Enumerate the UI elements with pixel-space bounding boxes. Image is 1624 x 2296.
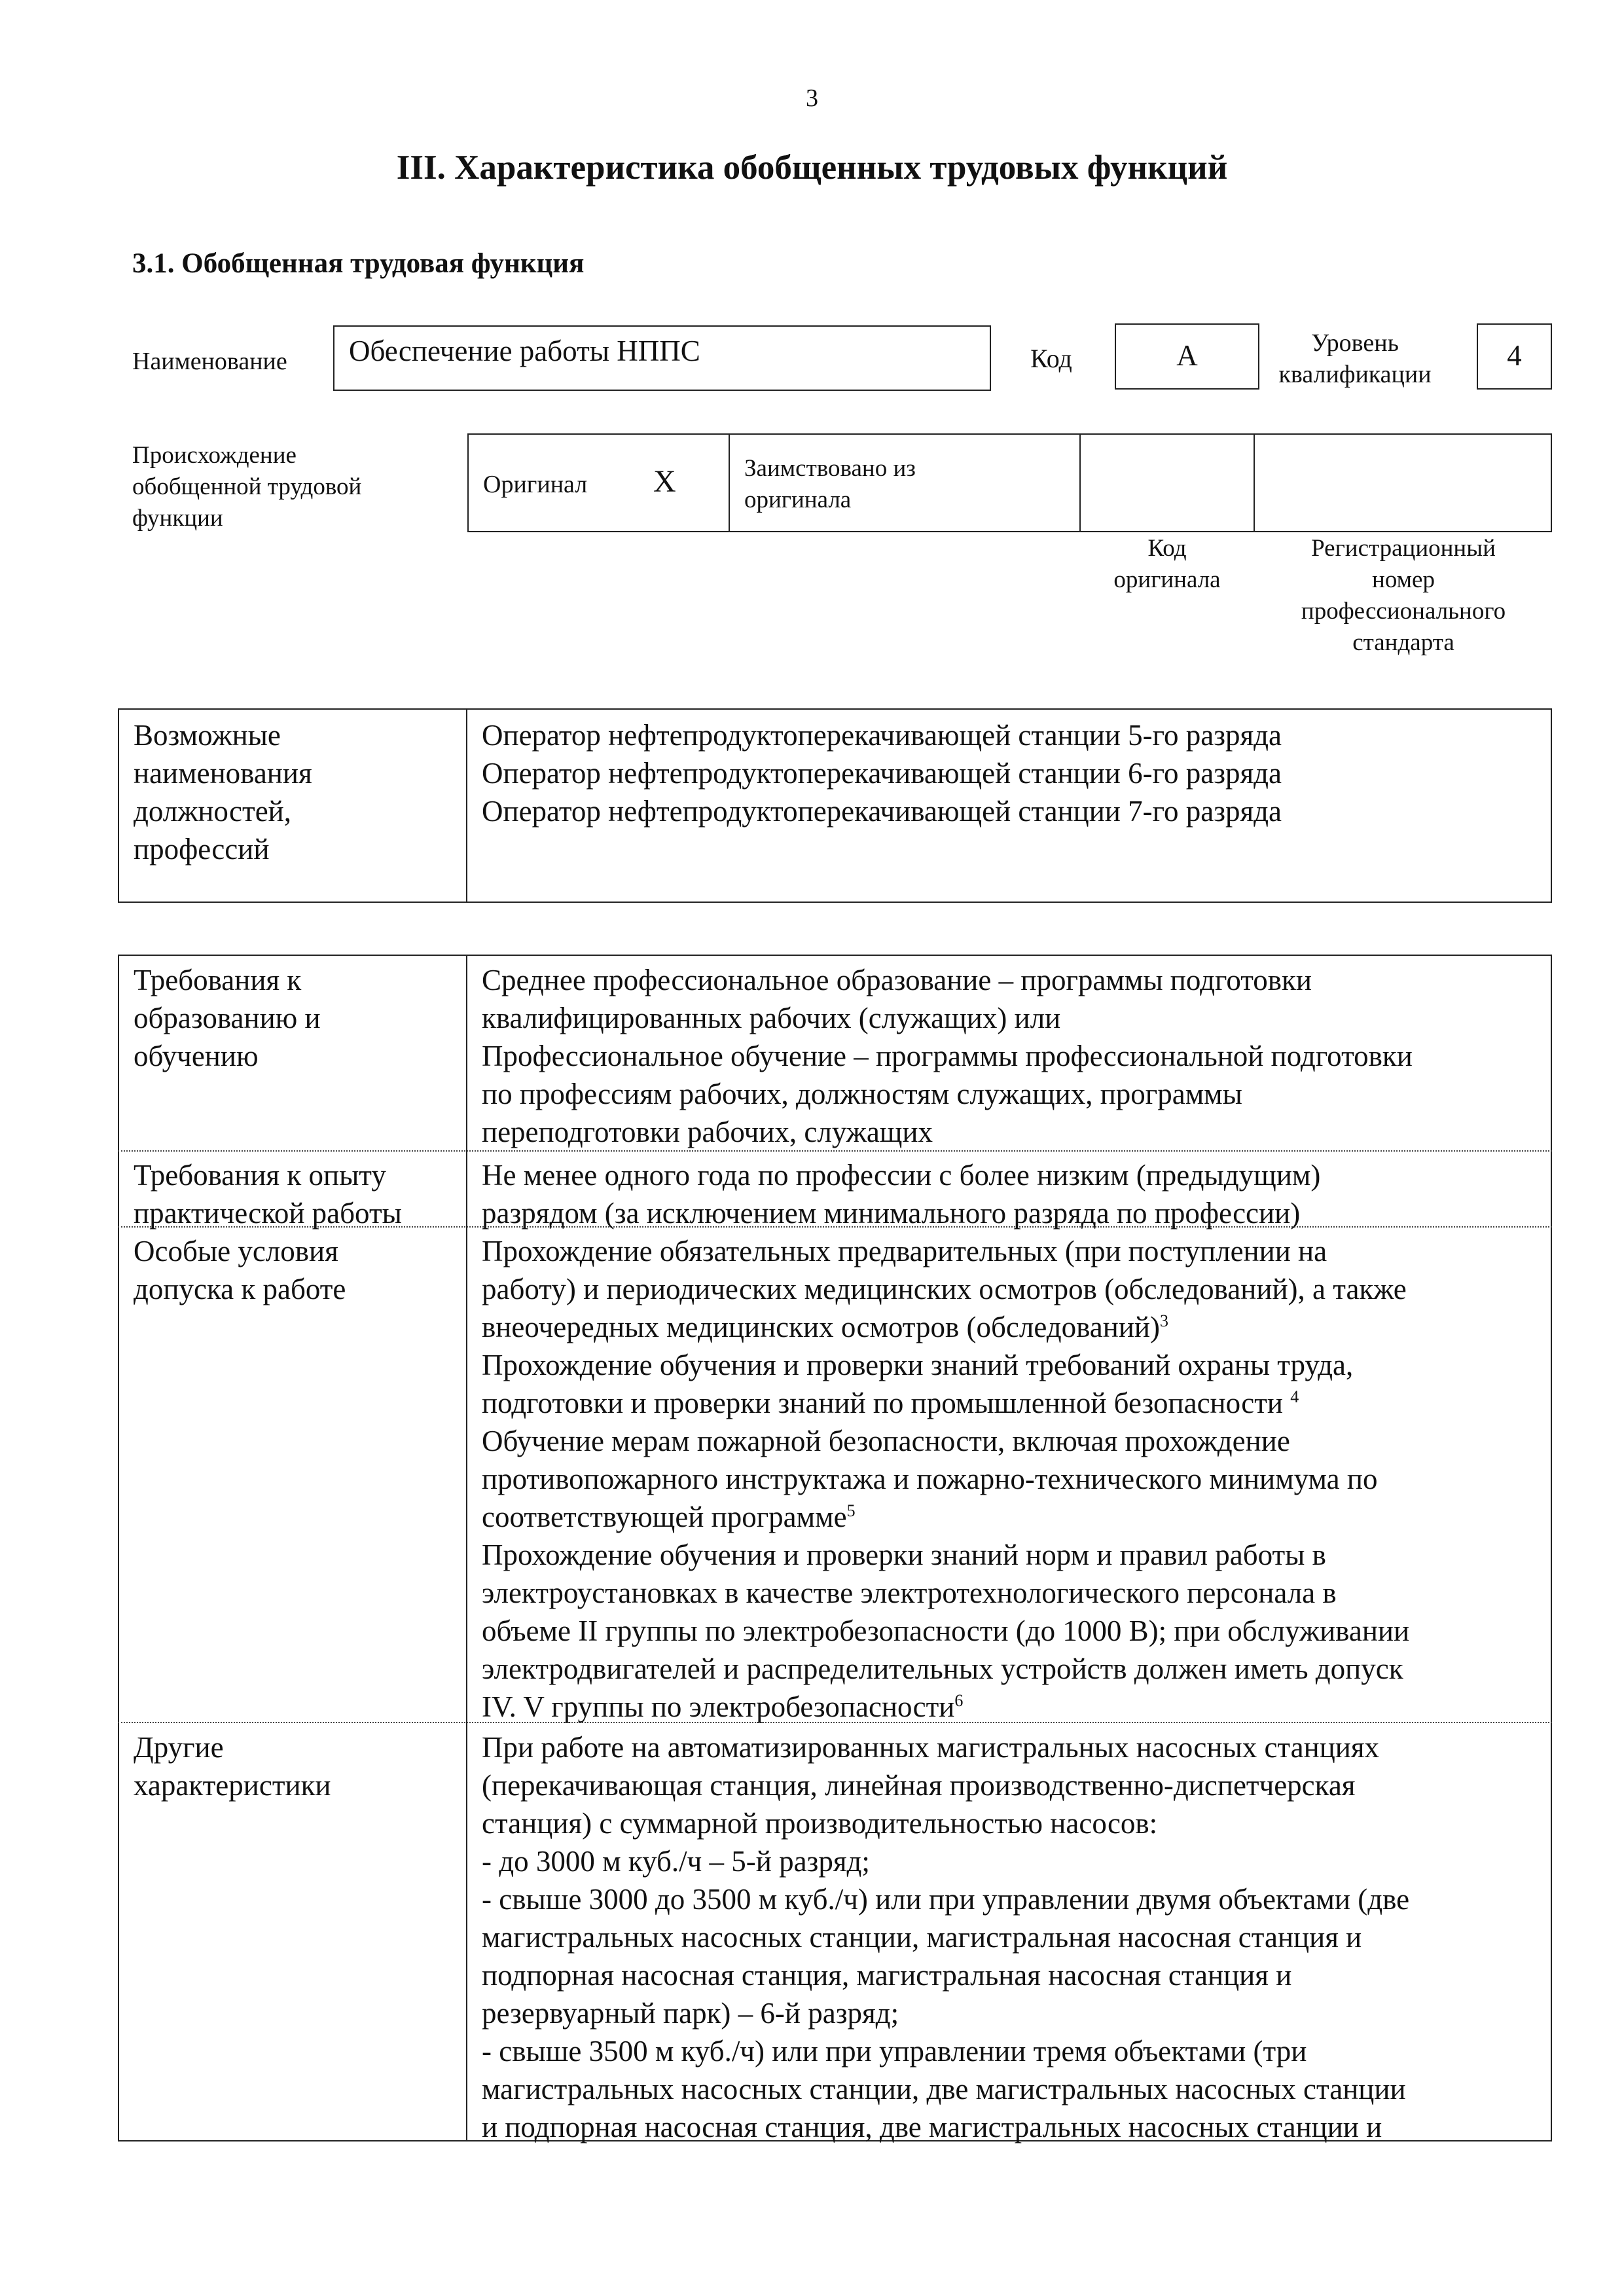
reg-number-caption <box>1255 533 1552 659</box>
positions-label <box>119 712 466 872</box>
footnote-ref: 6 <box>954 1691 964 1710</box>
positions-label-line: должностей, <box>134 795 291 828</box>
special-label <box>119 1228 466 1312</box>
text-line: Прохождение обязательных предварительных (при поступлении на <box>482 1235 1327 1267</box>
positions-list <box>467 712 1551 834</box>
origin-table <box>467 433 1552 532</box>
text-line: Прохождение обучения и проверки знаний требований охраны труда, <box>482 1349 1354 1381</box>
origin-label <box>132 440 361 534</box>
borrowed-label <box>744 453 916 516</box>
footnote-ref: 4 <box>1290 1387 1299 1406</box>
text-line: При работе на автоматизированных магистральных насосных станциях <box>482 1731 1380 1764</box>
caption-line: оригинала <box>1113 566 1221 593</box>
caption-line: стандарта <box>1352 629 1454 656</box>
label-line: обучению <box>134 1040 259 1072</box>
positions-label-line: профессий <box>134 833 270 866</box>
label-line: Требования к опыту <box>134 1159 386 1192</box>
text-line: магистральных насосных станции, две магистральных насосных станции <box>482 2073 1406 2105</box>
text-line: работу) и периодических медицинских осмотров (обследований), а также <box>482 1273 1407 1305</box>
level-label-line-1: Уровень <box>1311 329 1399 357</box>
text-line: станция) с суммарной производительностью насосов: <box>482 1807 1158 1840</box>
label-line: допуска к работе <box>134 1273 346 1305</box>
name-label: Наименование <box>132 348 287 375</box>
education-label <box>119 957 466 1079</box>
position-item: Оператор нефтепродуктоперекачивающей станции 7-го разряда <box>482 795 1282 828</box>
borrowed-label-line: Заимствовано из <box>744 455 916 482</box>
caption-line: номер <box>1372 566 1435 593</box>
label-line: практической работы <box>134 1197 402 1230</box>
label-line: образованию и <box>134 1002 321 1034</box>
text-line: электродвигателей и распределительных устройств должен иметь допуск <box>482 1652 1403 1685</box>
text-line: IV. V группы по электробезопасности$^6$ <box>482 1690 964 1723</box>
footnote-ref: 3 <box>1159 1311 1168 1330</box>
level-label-line-2: квалификации <box>1278 361 1432 388</box>
origin-label-line: функции <box>132 505 223 532</box>
text-line: противопожарного инструктажа и пожарно-технического минимума по <box>482 1463 1378 1495</box>
text-line: разрядом (за исключением минимального разряда по профессии) <box>482 1197 1301 1230</box>
code-box <box>1115 323 1259 390</box>
special-text <box>467 1228 1551 1730</box>
text-line: соответствующей программе$^5$ <box>482 1501 856 1533</box>
page-number: 3 <box>806 84 818 112</box>
text-line: Среднее профессиональное образование – программы подготовки <box>482 964 1312 996</box>
name-value: Обеспечение работы НППС <box>349 335 700 367</box>
origin-divider <box>1254 433 1255 532</box>
level-label <box>1276 327 1434 390</box>
text-line: квалифицированных рабочих (служащих) или <box>482 1002 1061 1034</box>
label-line: Особые условия <box>134 1235 338 1267</box>
text-line: подпорная насосная станция, магистральная насосная станция и <box>482 1959 1292 1992</box>
text-line: по профессиям рабочих, должностям служащих, программы <box>482 1078 1242 1110</box>
position-item: Оператор нефтепродуктоперекачивающей станции 5-го разряда <box>482 719 1282 752</box>
origin-label-line: Происхождение <box>132 442 297 469</box>
caption-line: профессионального <box>1301 598 1506 625</box>
code-original-caption <box>1081 533 1254 596</box>
text-line: - до 3000 м куб./ч – 5-й разряд; <box>482 1845 870 1878</box>
text-line: Не менее одного года по профессии с более низким (предыдущим) <box>482 1159 1321 1192</box>
text-line: Обучение мерам пожарной безопасности, включая прохождение <box>482 1425 1290 1457</box>
code-label: Код <box>1030 344 1072 373</box>
level-box <box>1477 323 1552 390</box>
text-line: переподготовки рабочих, служащих <box>482 1116 933 1148</box>
label-line: характеристики <box>134 1769 331 1802</box>
text-line: подготовки и проверки знаний по промышленной безопасности $^4$ <box>482 1387 1299 1419</box>
text-line: магистральных насосных станции, магистральная насосная станция и <box>482 1921 1362 1954</box>
original-mark: X <box>653 464 676 499</box>
education-text <box>467 957 1551 1155</box>
text-line: (перекачивающая станция, линейная производственно-диспетчерская <box>482 1769 1356 1802</box>
positions-label-line: наименования <box>134 757 312 790</box>
text-line: и подпорная насосная станция, две магистральных насосных станции и <box>482 2111 1382 2143</box>
origin-label-line: обобщенной трудовой <box>132 473 362 500</box>
text-line: Профессиональное обучение – программы профессиональной подготовки <box>482 1040 1413 1072</box>
position-item: Оператор нефтепродуктоперекачивающей станции 6-го разряда <box>482 757 1282 790</box>
borrowed-label-line: оригинала <box>744 486 852 513</box>
original-label: Оригинал <box>483 471 588 498</box>
label-line: Требования к <box>134 964 302 996</box>
footnote-ref: 5 <box>846 1501 856 1520</box>
other-label <box>119 1724 466 1808</box>
section-title: III. Характеристика обобщенных трудовых функций <box>396 149 1228 187</box>
text-line: электроустановках в качестве электротехнологического персонала в <box>482 1576 1337 1609</box>
caption-line: Код <box>1147 535 1187 562</box>
text-line: - свыше 3500 м куб./ч) или при управлении тремя объектами (три <box>482 2035 1307 2068</box>
other-text <box>467 1724 1551 2150</box>
text-line: Прохождение обучения и проверки знаний норм и правил работы в <box>482 1539 1326 1571</box>
level-value: 4 <box>1507 339 1522 372</box>
text-line: внеочередных медицинских осмотров (обследований)$^3$ <box>482 1311 1168 1343</box>
caption-line: Регистрационный <box>1311 535 1496 562</box>
text-line: объеме II группы по электробезопасности (до 1000 В); при обслуживании <box>482 1614 1410 1647</box>
text-line: резервуарный парк) – 6-й разряд; <box>482 1997 899 2030</box>
label-line: Другие <box>134 1731 224 1764</box>
experience-label <box>119 1152 466 1236</box>
positions-label-line: Возможные <box>134 719 281 752</box>
origin-divider <box>729 433 730 532</box>
experience-text <box>467 1152 1551 1236</box>
name-box <box>333 325 991 391</box>
text-line: - свыше 3000 до 3500 м куб./ч) или при управлении двумя объектами (две <box>482 1883 1410 1916</box>
origin-divider <box>1079 433 1081 532</box>
subsection-title: 3.1. Обобщенная трудовая функция <box>132 248 585 279</box>
code-value: А <box>1176 339 1198 372</box>
